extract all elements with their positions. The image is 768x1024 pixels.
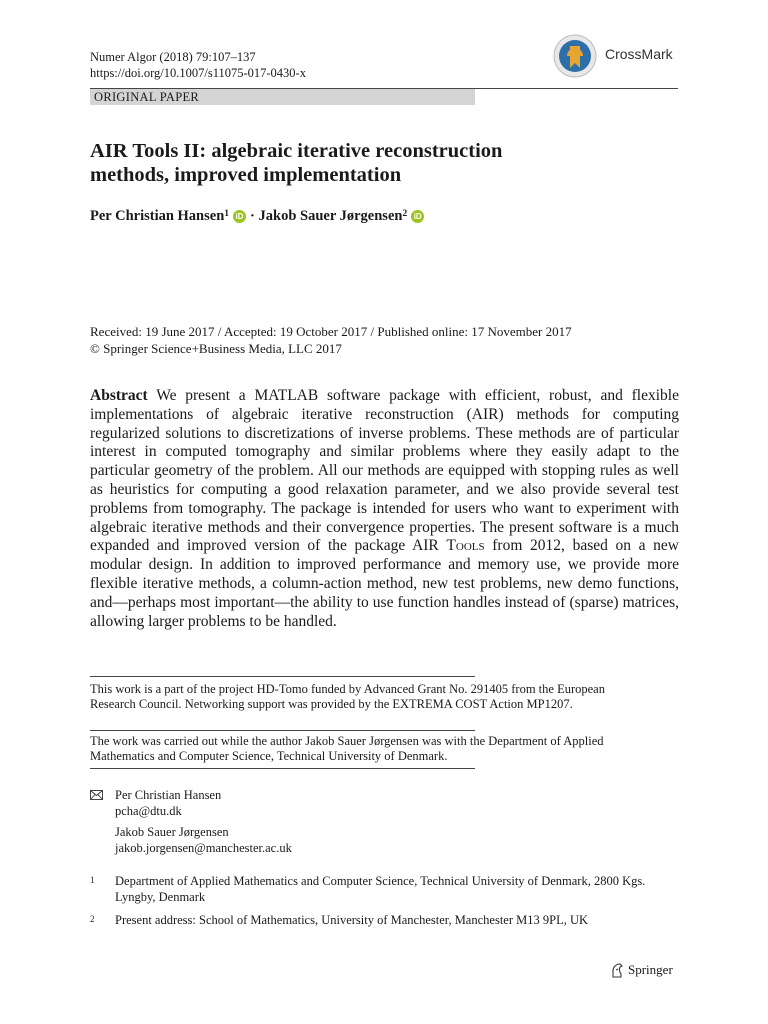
orcid-icon[interactable]: iD [233, 210, 246, 223]
article-type-tag: ORIGINAL PAPER [90, 89, 475, 105]
author-list [90, 208, 428, 225]
funding-footnote: This work is a part of the project HD-Tomo funded by Advanced Grant No. 291405 from the European Research Council. Networking support was provided by the EXTREMA COST Action MP1207. [90, 682, 605, 712]
journal-citation: Numer Algor (2018) 79:107–137 [90, 50, 256, 64]
title-line: AIR Tools II: algebraic iterative reconstruction [90, 140, 503, 162]
journal-header [90, 49, 306, 81]
copyright-line: © Springer Science+Business Media, LLC 2017 [90, 340, 342, 356]
doi-link[interactable]: https://doi.org/10.1007/s11075-017-0430-x [90, 66, 306, 80]
abstract-label: Abstract [90, 387, 148, 404]
corresponding-author-email[interactable]: pcha@dtu.dk [115, 803, 182, 818]
crossmark-badge[interactable] [553, 34, 683, 78]
affiliation-number: 1 [90, 875, 95, 885]
orcid-icon[interactable]: iD [411, 210, 424, 223]
corresponding-author-name: Per Christian Hansen [115, 788, 222, 802]
springer-horse-icon [610, 962, 624, 978]
author-name[interactable]: Per Christian Hansen [90, 208, 225, 224]
publisher-logo [610, 962, 673, 978]
crossmark-label: CrossMark [605, 46, 673, 62]
crossmark-icon [553, 34, 597, 78]
envelope-icon [90, 790, 103, 800]
corresponding-author-email[interactable]: jakob.jorgensen@manchester.ac.uk [115, 840, 292, 855]
affiliation-text: Department of Applied Mathematics and Computer Science, Technical University of Denmark, 2800 Kgs. Lyngby, Denmark [115, 874, 646, 904]
abstract [90, 387, 679, 631]
abstract-text: We present a MATLAB software package with efficient, robust, and flexible implementations of algebraic iterative reconstruction (AIR) methods for computing regularized solutions to discretizations of inverse problems. These methods are of particular interest in computed tomography and similar problems where they easily adapt to the particular geometry of the problem. All our methods are equipped with stopping rules as well as heuristics for computing a good relaxation parameter, and we also provide several test problems from tomography. The package is intended for users who want to experiment with algebraic iterative methods and their convergence properties. The present software is a much expanded and improved version of the package AIR [90, 387, 679, 555]
author-affil-mark: 2 [402, 208, 408, 219]
affiliation-number: 2 [90, 914, 95, 924]
affiliation-text: Present address: School of Mathematics, University of Manchester, Manchester M13 9PL, UK [115, 913, 589, 927]
publisher-name: Springer [628, 962, 673, 977]
title-line: methods, improved implementation [90, 164, 402, 186]
author-affil-mark: 1 [224, 208, 230, 219]
history-dates: Received: 19 June 2017 / Accepted: 19 October 2017 / Published online: 17 November 2017 [90, 324, 572, 339]
footnote-rule [90, 768, 475, 769]
author-separator: · [250, 208, 255, 224]
publication-dates [90, 324, 572, 357]
corresponding-author-name: Jakob Sauer Jørgensen [115, 825, 229, 839]
paper-title [90, 139, 650, 187]
footnote-rule [90, 730, 475, 731]
affiliation-footnote: The work was carried out while the author Jakob Sauer Jørgensen was with the Department of Applied Mathematics and Computer Science, Technical University of Denmark. [90, 734, 604, 764]
author-name[interactable]: Jakob Sauer Jørgensen [258, 208, 403, 224]
abstract-text-cont: from 2012, based on a new modular design. In addition to improved performance and memory use, we provide more flexible iterative methods, a column-action method, new test problems, new demo functions, and—perhaps most important—the ability to use function handles instead of (sparse) matrices, allowing larger problems to be handled. [90, 537, 679, 630]
abstract-small-caps: Tools [446, 537, 485, 555]
footnote-rule [90, 676, 475, 677]
